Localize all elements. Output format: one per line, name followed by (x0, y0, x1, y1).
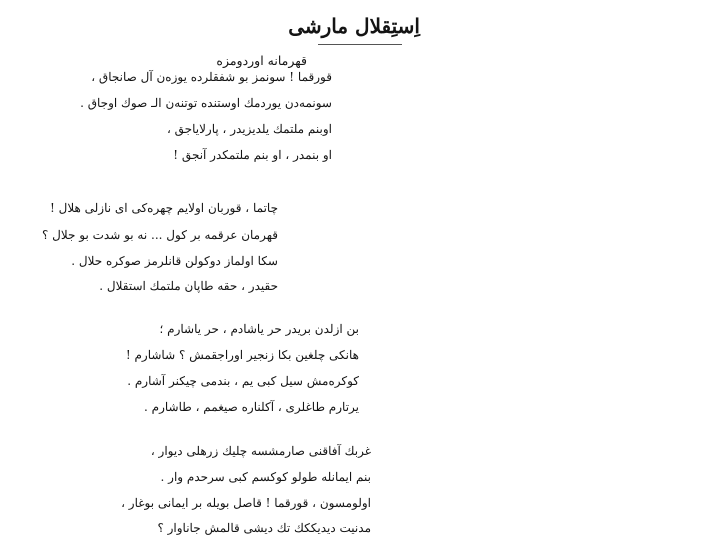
stanza-3-line-1: بن ازلدن بريدر حر ياشادم ، حر ياشارم ؛ (159, 322, 359, 336)
stanza-2-line-2: قهرمان عرقمه بر كول ... نه بو شدت بو جلال ؟ (41, 228, 278, 242)
stanza-3-line-4: يرتارم طاغلرى ، آكلناره صيغمم ، طاشارم . (144, 400, 359, 414)
page-title: اِستِقلال مارشى (288, 14, 420, 38)
stanza-3-line-2: هانكى چلغين بكا زنجير اوراجقمش ؟ شاشارم ! (125, 348, 359, 362)
stanza-1-line-3: اوبنم ملتمك يلديزيدر ، پارلايا‌جق ، (166, 122, 332, 136)
stanza-4-line-3: اولومسون ، قورقما ! قاصل بويله بر ايمانى بوغار ، (121, 496, 371, 510)
stanza-1-line-2: سونمه‌دن يوردمك اوستنده توتنه‌ن الـ صوك اوجاق . (80, 96, 332, 110)
stanza-1-line-1: قورقما ! سونمز بو شفقلرده يوزه‌ن آل صانجاق ، (91, 70, 332, 84)
stanza-4-line-1: غربك آفاقنى صارمشسه چليك زرهلى ديوار ، (150, 444, 371, 458)
stanza-1-line-4: او بنمدر ، او بنم ملتمكدر آنجق ! (173, 148, 332, 162)
stanza-4-line-2: بنم ايمانله طولو كوكسم كبى سرحدم وار . (160, 470, 371, 484)
stanza-2-line-3: سكا اولماز دوكولن قانلرمز صوكره حلال . (71, 254, 278, 268)
stanza-2-line-1: چاتما ، قوربان اولايم چهره‌كى اى نازلى هلال ! (49, 201, 278, 215)
stanza-4-line-4: مدنيت ديديككك تك دیشى قالمش جاناوار ؟ (157, 521, 371, 535)
dedication-line: قهرمانه اوردومزه (216, 53, 307, 68)
stanza-2-line-4: حقيدر ، حقه طاپان ملتمك استقلال . (99, 279, 278, 293)
title-underline (318, 44, 402, 45)
stanza-3-line-3: كوكره‌مش سيل كبى يم ، بندمى چيكنر آشارم . (127, 374, 359, 388)
